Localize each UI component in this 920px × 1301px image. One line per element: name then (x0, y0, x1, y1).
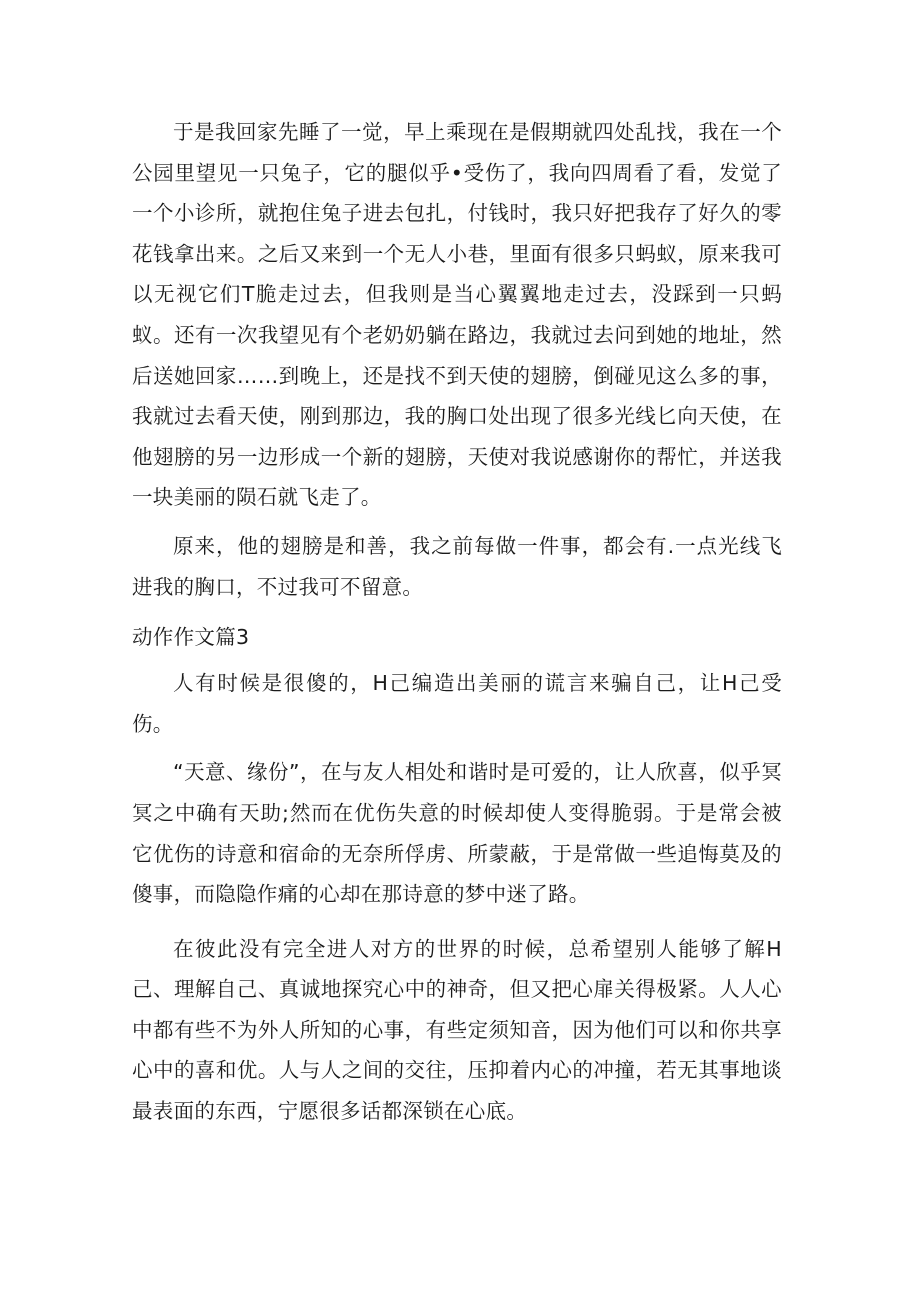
document-body (132, 112, 782, 1132)
section-heading: 动作作文篇3 (132, 625, 250, 650)
paragraph-1: 于是我回家先睡了一觉，早上乘现在是假期就四处乱找，我在一个公园里望见一只兔子，它的腿似乎•受伤了，我向四周看了看，发觉了一个小诊所，就抱住兔子进去包扎，付钱时，我只好把我存了好久的零花钱拿出来。之后又来到一个无人小巷，里面有很多只蚂蚁，原来我可以无视它们T脆走过去，但我则是当心翼翼地走过去，没踩到一只蚂蚁。还有一次我望见有个老奶奶躺在路边，我就过去问到她的地址，然后送她回家……到晚上，还是找不到天使的翅膀，倒碰见这么多的事，我就过去看天使，刚到那边，我的胸口处出现了很多光线匕向天使，在他翅膀的另一边形成一个新的翅膀，天使对我说感谢你的帮忙，并送我一块美丽的陨石就飞走了。 (132, 120, 782, 510)
paragraph-5: 在彼此没有完全进人对方的世界的时候，总希望别人能够了解H己、理解自己、真诚地探究心中的神奇，但又把心扉关得极紧。人人心中都有些不为外人所知的心事，有些定须知音，因为他们可以和你共享心中的喜和优。人与人之间的交往，压抑着内心的冲撞，若无其事地谈最表面的东西，宁愿很多话都深锁在心底。 (132, 936, 782, 1124)
paragraph-3: 人有时候是很傻的，H己编造出美丽的谎言来骗自己，让H己受伤。 (132, 671, 782, 736)
paragraph-2: 原来，他的翅膀是和善，我之前每做一件事，都会有.一点光线飞进我的胸口，不过我可不留意。 (132, 533, 782, 599)
paragraph-4: “天意、缘份”，在与友人相处和谐时是可爱的，让人欣喜，似乎冥冥之中确有天助;然而在优伤失意的时候却使人变得脆弱。于是常会被它优伤的诗意和宿命的无奈所俘虏、所蒙蔽，于是常做一些追悔莫及的傻事，而隐隐作痛的心却在那诗意的梦中迷了路。 (132, 760, 782, 907)
